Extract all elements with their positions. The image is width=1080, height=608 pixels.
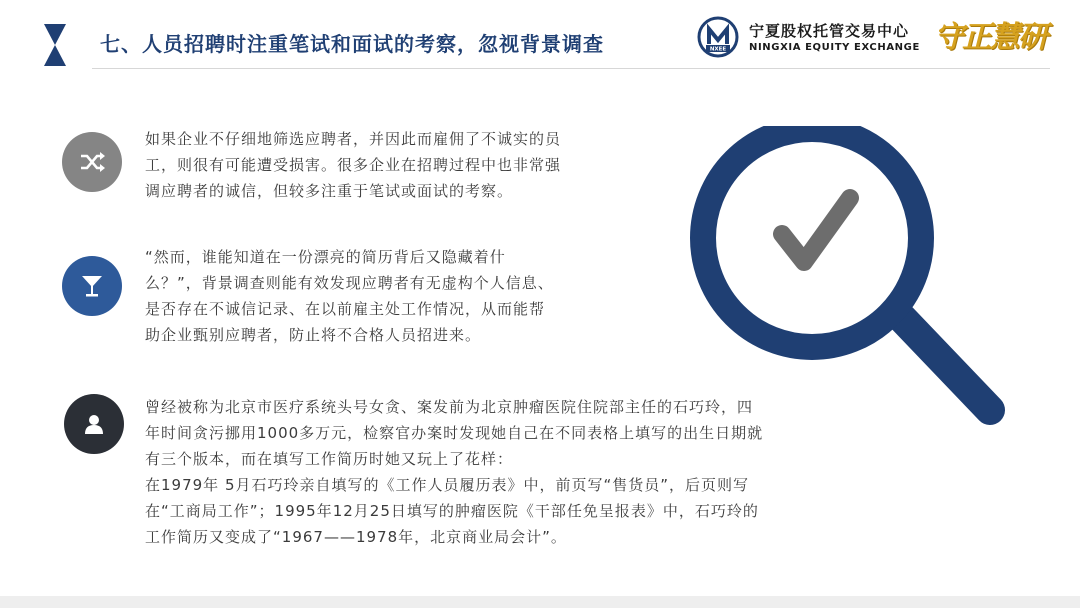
text-line: 工，则很有可能遭受损害。很多企业在招聘过程中也非常强 [145, 156, 562, 174]
hourglass-icon [44, 24, 66, 66]
text-line: 如果企业不仔细地筛选应聘者，并因此而雇佣了不诚实的员 [145, 130, 562, 148]
seal-text: 守正慧研 [934, 20, 1046, 55]
page-title: 七、人员招聘时注重笔试和面试的考察，忽视背景调查 [100, 32, 604, 56]
calligraphy-seal [934, 12, 1052, 62]
logo-chinese-name: 宁夏股权托管交易中心 [749, 22, 910, 40]
logo-english-name: NINGXIA EQUITY EXCHANGE [749, 42, 920, 53]
shuffle-icon [79, 151, 105, 173]
paragraph-background-check [145, 244, 615, 348]
text-line: 在“工商局工作”；1995年12月25日填写的肿瘤医院《干部任免呈报表》中，石巧玲的 [145, 502, 759, 520]
user-icon [83, 413, 105, 435]
cocktail-glass-icon [81, 274, 103, 298]
cocktail-glass-icon-badge [62, 256, 122, 316]
user-icon-badge [64, 394, 124, 454]
magnifier-check-icon [680, 126, 1010, 426]
text-line: 助企业甄别应聘者，防止将不合格人员招进来。 [145, 326, 482, 344]
text-line: 么？”，背景调查则能有效发现应聘者有无虚构个人信息、 [145, 274, 554, 292]
exchange-logo [697, 16, 920, 60]
text-line: 工作简历又变成了“1967——1978年，北京商业局会计”。 [145, 528, 567, 546]
text-line: “然而，谁能知道在一份漂亮的简历背后又隐藏着什 [145, 248, 506, 266]
text-line: 是否存在不诚信记录、在以前雇主处工作情况，从而能帮 [145, 300, 546, 318]
paragraph-screening [145, 126, 615, 204]
text-line: 曾经被称为北京市医疗系统头号女贪、案发前为北京肿瘤医院住院部主任的石巧玲，四 [145, 398, 754, 416]
text-line: 有三个版本，而在填写工作简历时她又玩上了花样： [145, 450, 514, 468]
title-divider [92, 68, 1050, 69]
text-line: 在1979年 5月石巧玲亲自填写的《工作人员履历表》中，前页写“售货员”，后页则写 [145, 476, 750, 494]
logo-mark-text: NXEE [709, 46, 727, 53]
text-line: 年时间贪污挪用1000多万元，检察官办案时发现她自己在不同表格上填写的出生日期就 [145, 424, 764, 442]
shuffle-icon-badge [62, 132, 122, 192]
logo-emblem-icon [697, 16, 739, 58]
footer-bar [0, 596, 1080, 608]
text-line: 调应聘者的诚信，但较多注重于笔试或面试的考察。 [145, 182, 514, 200]
